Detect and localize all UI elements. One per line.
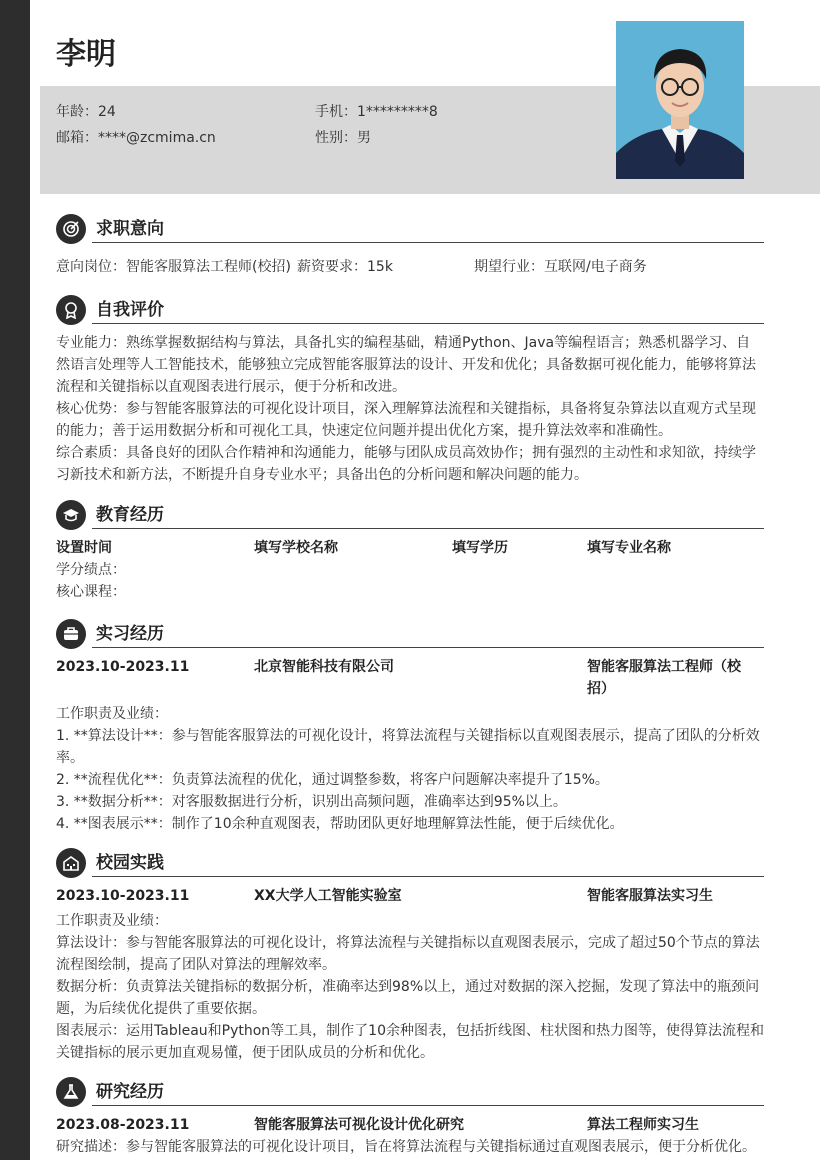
left-sidebar-bar	[0, 0, 30, 1160]
section-campus-practice	[56, 848, 764, 1064]
edu-major: 填写专业名称	[587, 540, 671, 556]
self-eval-paragraph: 核心优势：参与智能客服算法的可视化设计项目，深入理解算法流程和关键指标，具备将复杂算法以直观方式呈现的能力；善于运用数据分析和可视化工具，快速定位问题并提出优化方案，提升算法效率和准确性。	[56, 401, 756, 439]
edu-gpa: 学分绩点：	[56, 562, 126, 578]
section-title: 实习经历	[96, 624, 164, 644]
campus-org: XX大学人工智能实验室	[254, 888, 402, 904]
intern-duty-item: 1. **算法设计**：参与智能客服算法的可视化设计，将算法流程与关键指标以直观图表展示，提高了团队的分析效率。	[56, 728, 760, 766]
edu-degree: 填写学历	[452, 540, 508, 556]
campus-duty-item: 图表展示：运用Tableau和Python等工具，制作了10余种图表，包括折线图、柱状图和热力图等，使得算法流程和关键指标的展示更加直观易懂，便于团队成员的分析和优化。	[56, 1023, 764, 1061]
section-divider	[92, 1105, 764, 1106]
medal-icon	[56, 295, 86, 325]
research-role: 算法工程师实习生	[587, 1117, 699, 1133]
age-field: 年龄：24	[56, 104, 116, 120]
profile-photo	[616, 21, 744, 179]
section-divider	[92, 323, 764, 324]
section-education	[56, 500, 764, 603]
graduation-cap-icon	[56, 500, 86, 530]
intent-position: 意向岗位：智能客服算法工程师(校招)	[56, 259, 291, 275]
phone-field: 手机：1*********8	[315, 104, 438, 120]
research-project: 智能客服算法可视化设计优化研究	[254, 1117, 464, 1133]
intern-duty-item: 3. **数据分析**：对客服数据进行分析，识别出高频问题，准确率达到95%以上。	[56, 794, 567, 810]
intern-duty-item: 4. **图表展示**：制作了10余种直观图表，帮助团队更好地理解算法性能，便于后续优化。	[56, 816, 624, 832]
research-time: 2023.08-2023.11	[56, 1117, 190, 1133]
target-icon	[56, 214, 86, 244]
edu-courses: 核心课程：	[56, 584, 126, 600]
section-title: 校园实践	[96, 853, 164, 873]
section-title: 教育经历	[96, 505, 164, 525]
email-field: 邮箱：****@zcmima.cn	[56, 130, 216, 146]
building-icon	[56, 848, 86, 878]
section-title: 自我评价	[96, 300, 164, 320]
intern-duty-item: 2. **流程优化**：负责算法流程的优化，通过调整参数，将客户问题解决率提升了15%。	[56, 772, 609, 788]
section-self-evaluation	[56, 295, 764, 486]
campus-duty-item: 数据分析：负责算法关键指标的数据分析，准确率达到98%以上，通过对数据的深入挖掘，发现了算法中的瓶颈问题，为后续优化提供了重要依据。	[56, 979, 760, 1017]
campus-time: 2023.10-2023.11	[56, 888, 190, 904]
self-eval-paragraph: 专业能力：熟练掌握数据结构与算法，具备扎实的编程基础，精通Python、Java等编程语言；熟悉机器学习、自然语言处理等人工智能技术，能够独立完成智能客服算法的设计、开发和优化；具备数据可视化能力，能够将算法流程和关键指标以直观图表进行展示，便于分析和改进。	[56, 335, 756, 395]
gender-field: 性别：男	[315, 130, 371, 146]
intent-industry: 期望行业：互联网/电子商务	[474, 259, 647, 275]
section-research	[56, 1077, 764, 1158]
section-divider	[92, 647, 764, 648]
section-divider	[92, 876, 764, 877]
campus-role: 智能客服算法实习生	[587, 888, 713, 904]
intent-salary: 薪资要求：15k	[297, 259, 393, 275]
intern-role-line2: 招）	[587, 681, 615, 697]
campus-duty-item: 算法设计：参与智能客服算法的可视化设计，将算法流程与关键指标以直观图表展示，完成了超过50个节点的算法流程图绘制，提高了团队对算法的理解效率。	[56, 935, 760, 973]
campus-duty-label: 工作职责及业绩：	[56, 913, 168, 929]
flask-icon	[56, 1077, 86, 1107]
briefcase-icon	[56, 619, 86, 649]
intern-role-line1: 智能客服算法工程师（校	[587, 659, 741, 675]
section-divider	[92, 242, 764, 243]
section-title: 研究经历	[96, 1082, 164, 1102]
section-title: 求职意向	[96, 219, 164, 239]
section-job-intent	[56, 214, 764, 278]
edu-time: 设置时间	[56, 540, 112, 556]
intern-duty-label: 工作职责及业绩：	[56, 706, 168, 722]
section-divider	[92, 528, 764, 529]
candidate-name: 李明	[56, 37, 116, 72]
research-description: 研究描述：参与智能客服算法的可视化设计项目，旨在将算法流程与关键指标通过直观图表展示，便于分析优化。	[56, 1139, 756, 1155]
edu-school: 填写学校名称	[254, 540, 338, 556]
self-eval-paragraph: 综合素质：具备良好的团队合作精神和沟通能力，能够与团队成员高效协作；拥有强烈的主动性和求知欲，持续学习新技术和新方法，不断提升自身专业水平；具备出色的分析问题和解决问题的能力。	[56, 445, 756, 483]
intern-time: 2023.10-2023.11	[56, 659, 190, 675]
intern-company: 北京智能科技有限公司	[254, 659, 394, 675]
section-internship	[56, 619, 764, 835]
